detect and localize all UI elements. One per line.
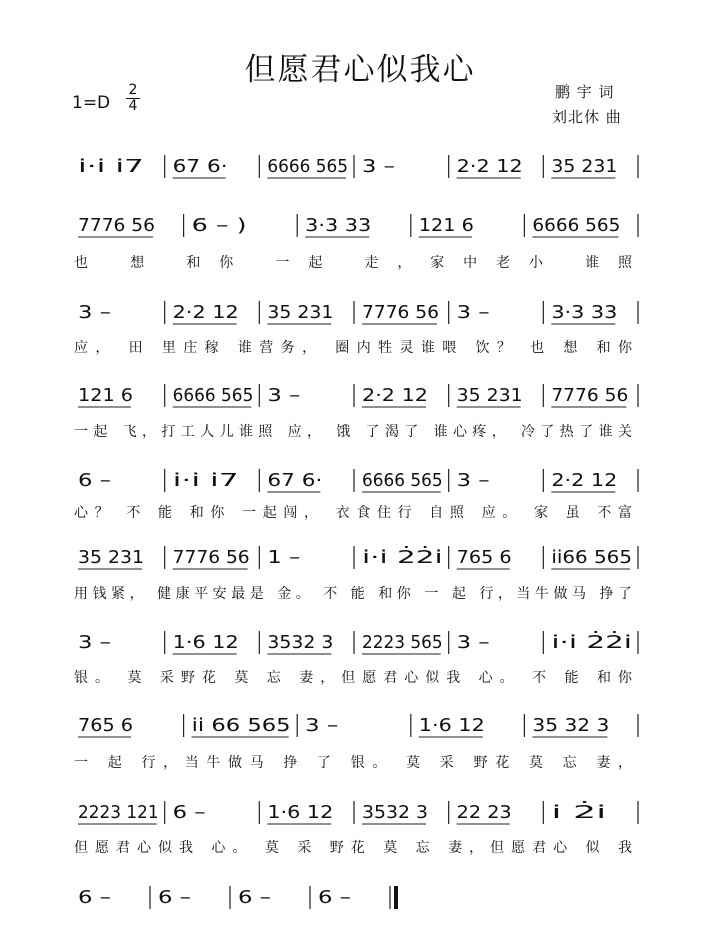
staff-row [74, 545, 638, 602]
measure-notes: 2223 121 [78, 802, 159, 823]
measure-notes: 765 6 [78, 715, 133, 736]
measure-notes: 6 – ) [191, 215, 247, 236]
measure-notes: 1·6 12 [172, 632, 239, 653]
staff-row [74, 800, 638, 856]
staff-row [78, 886, 398, 909]
measure-notes: 3 – [78, 302, 111, 323]
measure-notes: 7776 56 [551, 385, 629, 406]
lyric-line: 银。 莫 采野花 莫 忘 妻，但愿君心似我 心。 不 能 和你 [74, 670, 632, 686]
measure-notes: ii 66 565 [191, 715, 291, 736]
measure-notes: 35 231 [456, 385, 523, 406]
measure-notes: 2223 565 [362, 632, 443, 653]
measure-notes: 6666 565 [532, 215, 621, 236]
measure-notes: 2·2 12 [456, 156, 523, 177]
staff-row [74, 469, 638, 521]
measure-notes: i·i 2̇2̇i [551, 632, 601, 653]
measure-notes: 121 6 [78, 385, 133, 406]
measure-notes: 6 – [158, 887, 191, 908]
measure-notes: i·i i7 [78, 156, 144, 177]
measure-notes: 3 – [456, 302, 490, 323]
measure-notes: 1 – [267, 547, 301, 568]
measure-notes: 67 6· [172, 156, 228, 177]
staff-row [74, 214, 638, 271]
measure-notes: 3 – [456, 632, 490, 653]
staff-row [74, 714, 638, 771]
measure-notes: 3·3 33 [305, 215, 372, 236]
time-signature-bottom: 4 [128, 98, 138, 114]
measure-notes: 765 6 [456, 547, 512, 568]
key-signature: 1=D [72, 93, 111, 113]
measure-notes: 35 231 [551, 156, 618, 177]
lyric-line: 也 想 和你 一起 走，家中老小 谁照 [74, 255, 633, 271]
measure-notes: 6 – [318, 887, 351, 908]
song-title: 但愿君心似我心 [244, 52, 476, 88]
lyric-line: 一 起 行，当牛做马 挣 了 银。 莫 采 野花 莫 忘 妻， [74, 755, 632, 771]
measure-notes: 3 – [362, 156, 395, 177]
final-bar-line [394, 886, 398, 909]
measure-notes: 2·2 12 [551, 470, 618, 491]
measure-notes: i 2̇i [551, 802, 579, 823]
measure-notes: 6 – [172, 802, 206, 823]
composer-credit: 刘北休 曲 [552, 108, 622, 126]
measure-notes: i·i 2̇2̇i [362, 547, 412, 568]
measure-notes: 3532 3 [362, 802, 428, 823]
measure-notes: 6666 565 [267, 156, 348, 177]
measure-notes: 6 – [78, 470, 111, 491]
staff-row [74, 301, 638, 356]
measure-notes: 7776 56 [362, 302, 439, 323]
measure-notes: 3532 3 [267, 632, 334, 653]
measure-notes: 6666 565 [362, 470, 443, 491]
measure-notes: 3 – [305, 715, 339, 736]
measure-notes: 7776 56 [172, 547, 250, 568]
measure-notes: 2·2 12 [172, 302, 239, 323]
measure-notes: 67 6· [267, 470, 323, 491]
measure-notes: 3·3 33 [551, 302, 618, 323]
measure-notes: 35 231 [78, 547, 144, 568]
lyric-line: 应， 田 里庄稼 谁营务， 圈内牲灵谁喂 饮？ 也 想 和你 [74, 340, 632, 356]
lyric-line: 用钱紧， 健康平安最是 金。 不 能 和你 一 起 行，当牛做马 挣了 [74, 586, 632, 602]
measure-notes: 3 – [456, 470, 490, 491]
measure-notes: 1·6 12 [418, 715, 485, 736]
measure-notes: i·i i7 [172, 470, 239, 491]
staff-row [74, 630, 638, 686]
lyric-line: 心？ 不 能 和你 一起闯， 衣食住行 自照 应。 家 虽 不富 [74, 505, 632, 521]
measure-notes: 121 6 [418, 215, 474, 236]
measure-notes: 6666 565 [172, 385, 254, 406]
measure-notes: 6 – [238, 887, 271, 908]
staff-row [78, 155, 638, 178]
measure-notes: 22 23 [456, 802, 512, 823]
measure-notes: 6 – [78, 887, 111, 908]
measure-notes: 2·2 12 [362, 385, 428, 406]
staff-row [74, 384, 638, 440]
time-signature-top: 2 [128, 82, 138, 98]
measure-notes: 35 32 3 [532, 715, 610, 736]
measure-notes: 3 – [267, 385, 301, 406]
measure-notes: 1·6 12 [267, 802, 334, 823]
lyric-line: 但愿君心似我 心。 莫 采 野花 莫 忘 妻，但愿君心 似 我 [74, 840, 632, 856]
measure-notes: ii66 565 [551, 547, 632, 568]
lyricist-credit: 鹏 宇 词 [555, 83, 615, 101]
measure-notes: 35 231 [267, 302, 334, 323]
measure-notes: 7776 56 [78, 215, 155, 236]
measure-notes: 3 – [78, 632, 111, 653]
lyric-line: 一起 飞，打工人儿谁照 应， 饿 了渴了 谁心疼， 冷了热了谁关 [74, 424, 632, 440]
